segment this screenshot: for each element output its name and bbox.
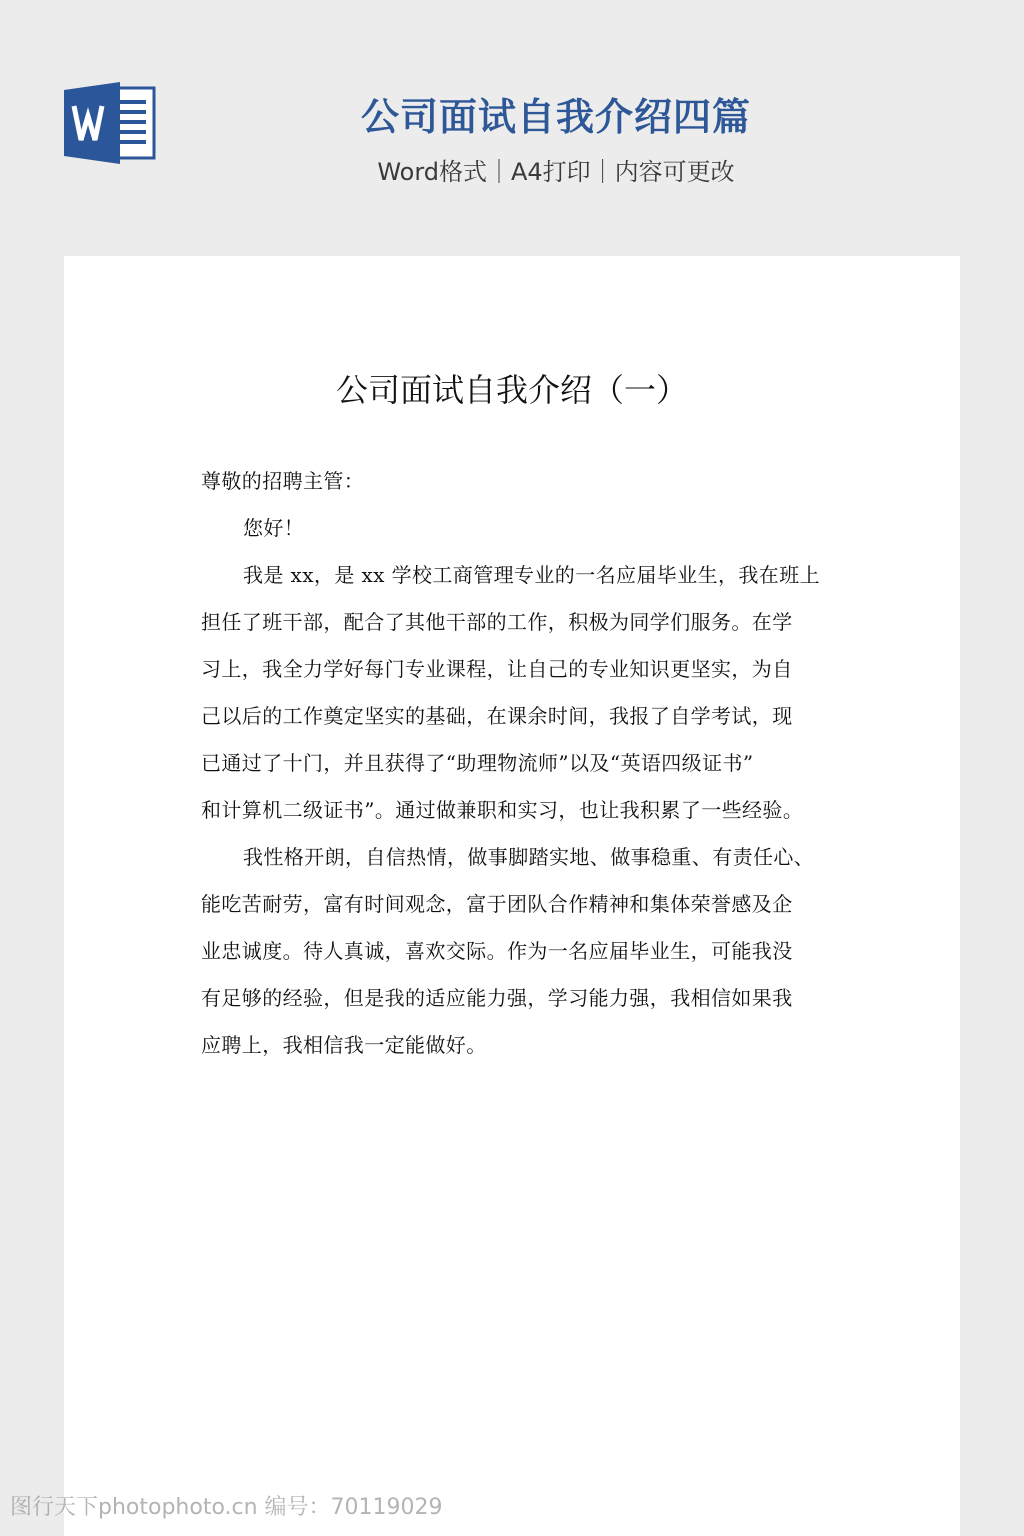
watermark: 图行天下photophoto.cn 编号：70119029 [10, 1495, 443, 1520]
document-line: 已通过了十门，并且获得了“助理物流师”以及“英语四级证书” [201, 751, 754, 775]
document-line: 尊敬的招聘主管： [201, 469, 365, 493]
document-page [64, 256, 960, 1536]
document-line: 我是 xx，是 xx 学校工商管理专业的一名应届毕业生，我在班上 [243, 563, 820, 587]
document-line: 应聘上，我相信我一定能做好。 [201, 1033, 487, 1057]
header-title: 公司面试自我介绍四篇 [360, 95, 751, 139]
document-line: 业忠诚度。待人真诚，喜欢交际。作为一名应届毕业生，可能我没 [201, 939, 793, 963]
word-document-icon [64, 82, 156, 164]
document-line: 能吃苦耐劳，富有时间观念，富于团队合作精神和集体荣誉感及企 [201, 892, 793, 916]
document-title: 公司面试自我介绍（一） [335, 371, 688, 409]
document-line: 习上，我全力学好每门专业课程，让自己的专业知识更坚实，为自 [201, 657, 793, 681]
document-line: 和计算机二级证书”。通过做兼职和实习，也让我积累了一些经验。 [201, 798, 804, 822]
document-body [201, 458, 827, 1069]
header-subtitle: Word格式｜A4打印｜内容可更改 [377, 158, 735, 186]
document-line: 您好！ [243, 516, 305, 540]
document-line: 己以后的工作奠定坚实的基础，在课余时间，我报了自学考试，现 [201, 704, 793, 728]
document-line: 担任了班干部，配合了其他干部的工作，积极为同学们服务。在学 [201, 610, 793, 634]
document-line: 我性格开朗，自信热情，做事脚踏实地、做事稳重、有责任心、 [243, 845, 815, 869]
document-line: 有足够的经验，但是我的适应能力强，学习能力强，我相信如果我 [201, 986, 793, 1010]
